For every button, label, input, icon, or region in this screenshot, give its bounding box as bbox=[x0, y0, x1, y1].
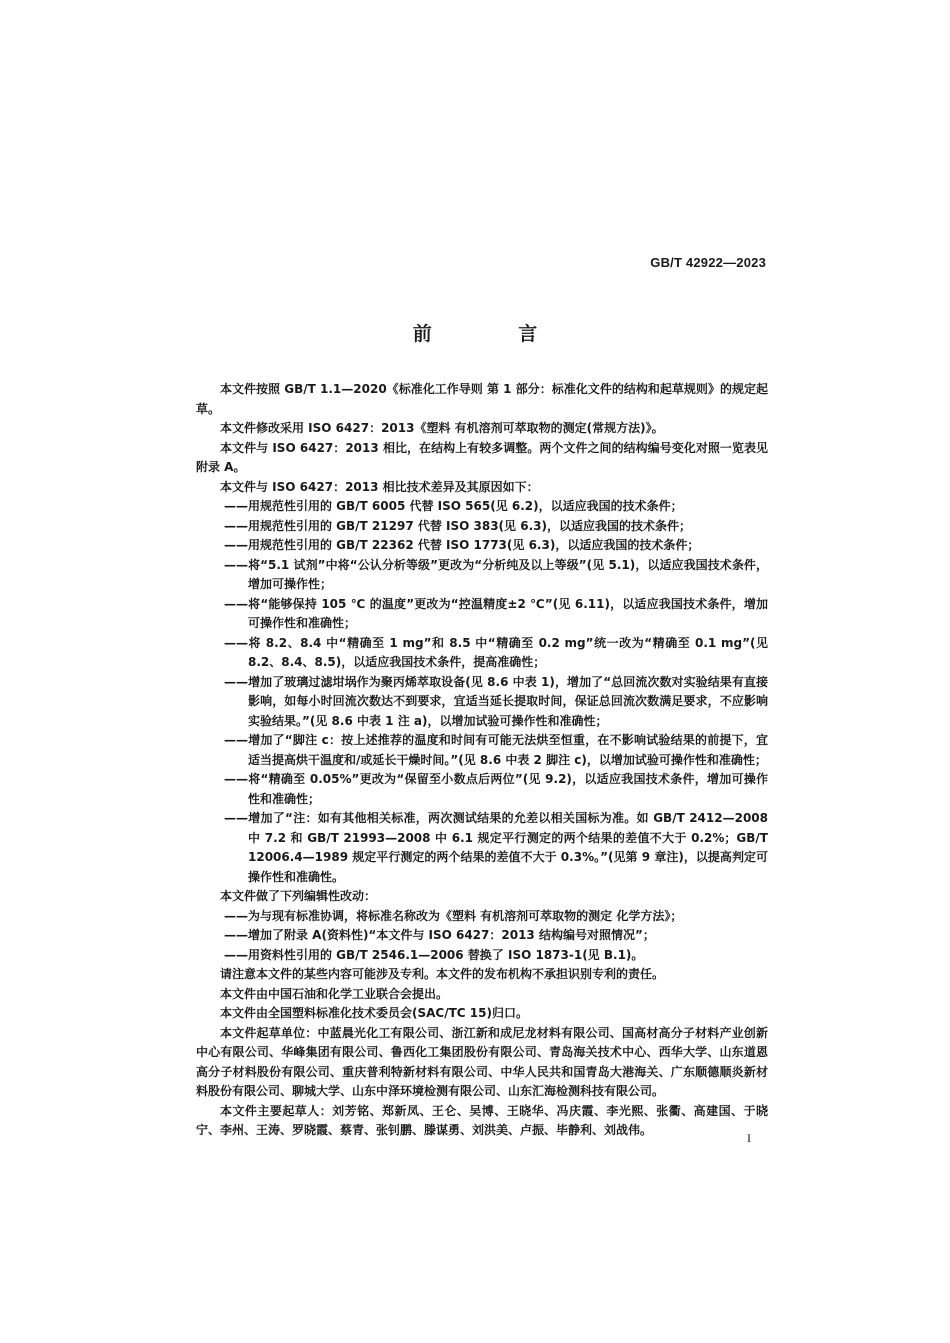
standard-number: GB/T 42922—2023 bbox=[650, 255, 766, 270]
paragraph: 本文件做了下列编辑性改动： bbox=[220, 889, 377, 903]
paragraph: 本文件由中国石油和化学工业联合会提出。 bbox=[220, 986, 449, 1001]
list-item: ——将“5.1 试剂”中将“公认分析等级”更改为“分析纯及以上等级”(见 5.1)，以适应我国技术条件，增加可操作性； bbox=[224, 557, 768, 591]
foreword-body bbox=[196, 380, 768, 1141]
paragraph: 本文件与 ISO 6427：2013 相比技术差异及其原因如下： bbox=[220, 479, 539, 494]
list-item: ——用规范性引用的 GB/T 6005 代替 ISO 565(见 6.2)，以适应我国的技术条件； bbox=[224, 499, 683, 513]
page-number: I bbox=[747, 1131, 751, 1145]
list-item: ——为与现有标准协调，将标准名称改为《塑料 有机溶剂可萃取物的测定 化学方法》； bbox=[224, 908, 683, 923]
paragraph: 请注意本文件的某些内容可能涉及专利。本文件的发布机构不承担识别专利的责任。 bbox=[220, 967, 665, 981]
paragraph: 本文件按照 GB/T 1.1—2020《标准化工作导则 第 1 部分：标准化文件的结构和起草规则》的规定起草。 bbox=[196, 382, 768, 416]
list-item: ——将 8.2、8.4 中“精确至 1 mg”和 8.5 中“精确至 0.2 mg”统一改为“精确至 0.1 mg”(见 8.2、8.4、8.5)，以适应我国技术条件，提高准确性； bbox=[224, 635, 768, 669]
list-item: ——增加了“脚注 c：按上述推荐的温度和时间有可能无法烘至恒重，在不影响试验结果的前提下，宜适当提高烘干温度和/或延长干燥时间。”(见 8.6 中表 2 脚注 c)，以增加试验可操作性和准确性； bbox=[224, 733, 768, 767]
list-item: ——用规范性引用的 GB/T 21297 代替 ISO 383(见 6.3)，以适应我国的技术条件； bbox=[224, 518, 691, 533]
list-item: ——将“精确至 0.05%”更改为“保留至小数点后两位”(见 9.2)，以适应我国技术条件，增加可操作性和准确性； bbox=[224, 772, 768, 806]
list-item: ——增加了“注：如有其他相关标准，两次测试结果的允差以相关国标为准。如 GB/T 2412—2008 中 7.2 和 GB/T 21993—2008 中 6.1 规定平行测定的两个结果的差值不大于 0.2%；GB/T 12006.4—1989 规定平行测定的两个结果的差值不大于 0.3%。”(见第 9 章注)，以提高判定可操作性和准确性。 bbox=[224, 811, 768, 884]
paragraph: 本文件由全国塑料标准化技术委员会(SAC/TC 15)归口。 bbox=[220, 1006, 528, 1020]
list-item: ——增加了附录 A(资料性)“本文件与 ISO 6427：2013 结构编号对照情况”； bbox=[224, 928, 655, 942]
list-item: ——增加了玻璃过滤坩埚作为聚丙烯萃取设备(见 8.6 中表 1)，增加了“总回流次数对实验结果有直接影响，如每小时回流次数达不到要求，宜适当延长提取时间，保证总回流次数满足要求，不应影响实验结果。”(见 8.6 中表 1 注 a)，以增加试验可操作性和准确性； bbox=[224, 674, 768, 728]
paragraph: 本文件与 ISO 6427：2013 相比，在结构上有较多调整。两个文件之间的结构编号变化对照一览表见附录 A。 bbox=[196, 440, 768, 474]
list-item: ——将“能够保持 105 ℃ 的温度”更改为“控温精度±2 ℃”(见 6.11)，以适应我国技术条件，增加可操作性和准确性； bbox=[224, 596, 768, 630]
paragraph: 本文件主要起草人：刘芳铭、郑新凤、王仑、吴博、王晓华、冯庆霞、李光熙、张衢、高建国、于晓宁、李州、王涛、罗晓霞、蔡青、张钊鹏、滕谋勇、刘洪美、卢振、毕静利、刘战伟。 bbox=[196, 1103, 768, 1137]
page-title: 前 言 bbox=[412, 323, 578, 345]
paragraph: 本文件修改采用 ISO 6427：2013《塑料 有机溶剂可萃取物的测定(常规方法)》。 bbox=[220, 421, 664, 435]
paragraph: 本文件起草单位：中蓝晨光化工有限公司、浙江新和成尼龙材料有限公司、国高材高分子材料产业创新中心有限公司、华峰集团有限公司、鲁西化工集团股份有限公司、青岛海关技术中心、西华大学、山东道恩高分子材料股份有限公司、重庆普利特新材料有限公司、中华人民共和国青岛大港海关、广东顺德顺炎新材料股份有限公司、聊城大学、山东中泽环境检测有限公司、山东汇海检测科技有限公司。 bbox=[196, 1025, 768, 1098]
list-item: ——用资料性引用的 GB/T 2546.1—2006 替换了 ISO 1873-1(见 B.1)。 bbox=[224, 947, 644, 962]
list-item: ——用规范性引用的 GB/T 22362 代替 ISO 1773(见 6.3)，以适应我国的技术条件； bbox=[224, 538, 700, 552]
